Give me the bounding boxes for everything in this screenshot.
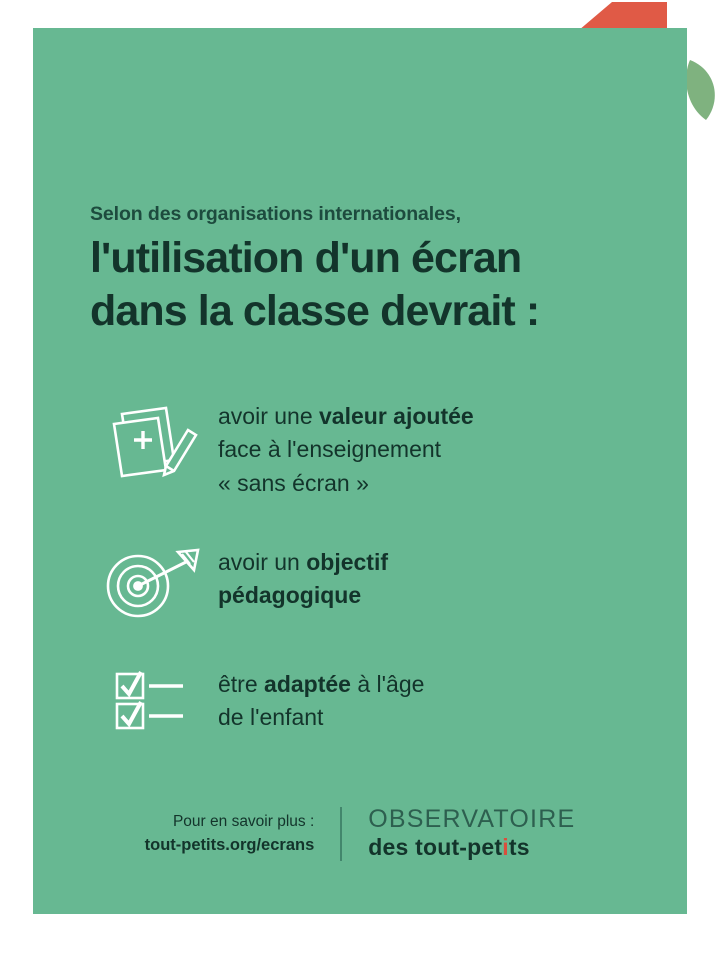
poster-card: [33, 28, 687, 914]
leaf-right-edge: [686, 60, 715, 120]
target-arrow-icon: [90, 542, 218, 622]
headline-block: [90, 203, 650, 337]
footer-contact: [145, 810, 341, 858]
kicker-text: Selon des organisations internationales,: [90, 203, 461, 225]
bullet-list: [90, 396, 650, 777]
page-title: [90, 232, 650, 337]
footer: [33, 806, 687, 862]
logo-line-2-before: des tout-pet: [368, 834, 503, 861]
list-item: [90, 664, 650, 735]
list-item: [90, 396, 650, 500]
footer-divider: [340, 807, 342, 861]
footer-more-label: Pour en savoir plus :: [172, 812, 315, 830]
footer-url-link[interactable]: tout-petits.org/ecrans: [144, 836, 315, 855]
logo-accent-letter: i: [502, 834, 509, 861]
logo-line-2-after: ts: [508, 834, 530, 861]
headline-line-2: dans la classe devrait :: [90, 286, 540, 335]
document-plus-pencil-icon: [90, 396, 218, 486]
checklist-icon: [90, 664, 218, 730]
list-item-text: avoir un objectif pédagogique: [218, 549, 388, 609]
list-item-text: avoir une valeur ajoutée face à l'enseignement « sans écran »: [218, 403, 474, 496]
logo-line-1: OBSERVATOIRE: [368, 804, 576, 833]
logo: [342, 806, 575, 862]
list-item: [90, 542, 650, 622]
headline-line-1: l'utilisation d'un écran: [90, 234, 522, 283]
list-item-text: être adaptée à l'âge de l'enfant: [218, 671, 425, 731]
logo-line-2: [368, 833, 575, 862]
